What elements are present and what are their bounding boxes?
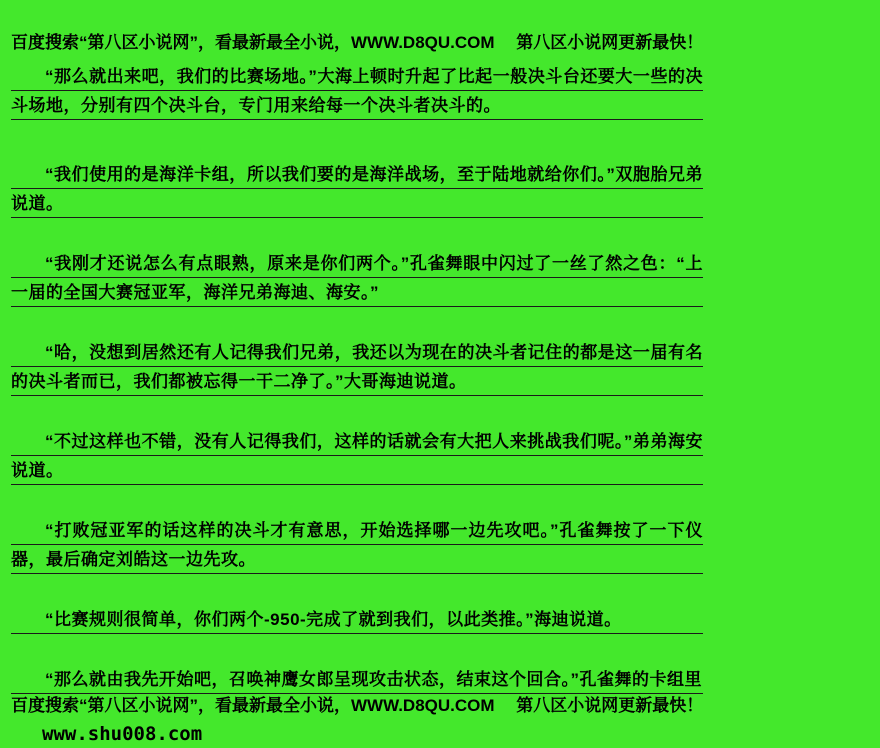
site-url-link[interactable]: www.shu008.com [42,723,203,745]
promo-banner-bottom: 百度搜索“第八区小说网”，看最新最全小说，WWW.D8QU.COM 第八区小说网更新最快！ [11,696,704,715]
novel-paragraph: “那么就由我先开始吧，召唤神鹰女郎呈现攻击状态，结束这个回合。”孔雀舞的卡组里 [11,665,703,694]
novel-paragraph: “我们使用的是海洋卡组，所以我们要的是海洋战场，至于陆地就给你们。”双胞胎兄弟说道。 [11,160,703,218]
novel-paragraph: “哈，没想到居然还有人记得我们兄弟，我还以为现在的决斗者记住的都是这一届有名的决斗者而已，我们都被忘得一干二净了。”大哥海迪说道。 [11,338,703,396]
novel-paragraph: “不过这样也不错，没有人记得我们，这样的话就会有大把人来挑战我们呢。”弟弟海安说道。 [11,427,703,485]
novel-paragraph: “那么就出来吧，我们的比赛场地。”大海上顿时升起了比起一般决斗台还要大一些的决斗场地，分别有四个决斗台，专门用来给每一个决斗者决斗的。 [11,62,703,120]
novel-content [11,62,703,694]
novel-paragraph: “打败冠亚军的话这样的决斗才有意思，开始选择哪一边先攻吧。”孔雀舞按了一下仪器，最后确定刘皓这一边先攻。 [11,516,703,574]
novel-paragraph: “我刚才还说怎么有点眼熟，原来是你们两个。”孔雀舞眼中闪过了一丝了然之色：“上一届的全国大赛冠亚军，海洋兄弟海迪、海安。” [11,249,703,307]
novel-paragraph: “比赛规则很简单，你们两个-950-完成了就到我们，以此类推。”海迪说道。 [11,605,703,634]
promo-banner-top: 百度搜索“第八区小说网”，看最新最全小说，WWW.D8QU.COM 第八区小说网更新最快！ [11,33,704,52]
